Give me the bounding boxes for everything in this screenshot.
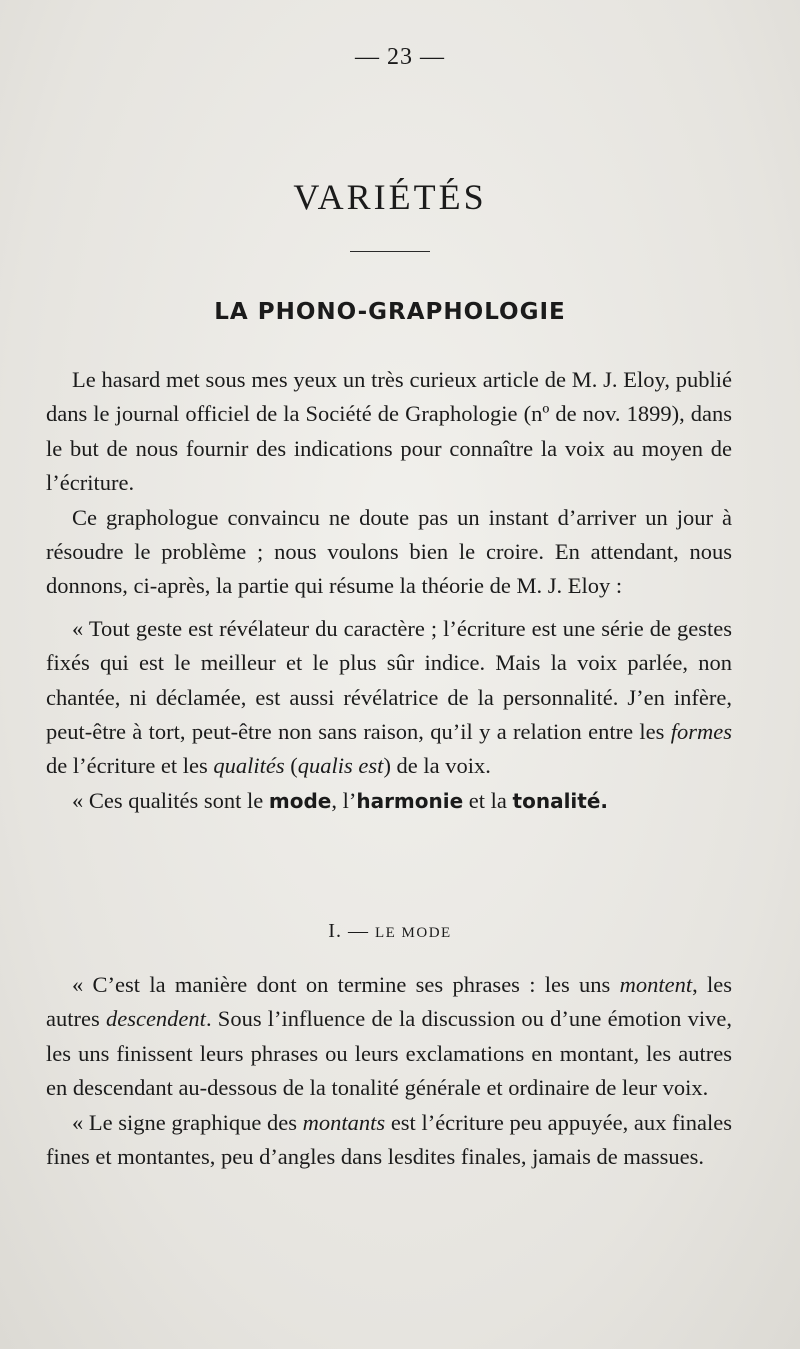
- latin-phrase: qualis est: [297, 753, 384, 779]
- term-mode: mode: [268, 788, 332, 813]
- emphasis-qualites: qualités: [213, 753, 285, 779]
- quote-paragraph-2: « Ces qualités sont le mode, l’harmonie et la tonalité.: [72, 787, 608, 813]
- title-divider: [350, 251, 430, 252]
- intro-text: [46, 363, 732, 818]
- intro-paragraph-2: Ce graphologue convaincu ne doute pas un instant d’arriver un jour à résoudre le problème ; nous voulons bien le croire. En attendant, nous donnons, ci-après, la partie qui résume la théorie de M. J. Eloy :: [46, 504, 732, 599]
- section-title: VARIÉTÉS: [293, 177, 487, 217]
- mode-section-text: [46, 968, 732, 1174]
- term-tonalite: tonalité.: [512, 788, 608, 813]
- emphasis-montants: montants: [302, 1109, 386, 1135]
- quote-paragraph-1: « Tout geste est révélateur du caractère ; l’écriture est une série de gestes fixés qui est le meilleur et le plus sûr indice. Mais la voix parlée, non chantée, ni déclamée, est aussi révélatrice de la personnalité. J’en infère, peut-être à tort, peut-être non sans raison, qu’il y a relation entre les formes de l’écriture et les qualités (qualis est) de la voix.: [46, 615, 732, 779]
- article-title: LA PHONO-GRAPHOLOGIE: [214, 299, 566, 325]
- emphasis-descendent: descendent: [105, 1006, 206, 1032]
- subheading-le-mode: I. — LE MODE: [328, 920, 452, 942]
- mode-paragraph-2: « Le signe graphique des montants est l’écriture peu appuyée, aux finales fines et montantes, peu d’angles dans lesdites finales, jamais de massues.: [46, 1109, 733, 1170]
- page-number: — 23 —: [355, 44, 445, 70]
- emphasis-formes: formes: [670, 719, 732, 745]
- intro-paragraph-1: Le hasard met sous mes yeux un très curieux article de M. J. Eloy, publié dans le journal officiel de la Société de Graphologie (nº de nov. 1899), dans le but de nous fournir des indications pour connaître la voix au moyen de l’écriture.: [46, 367, 732, 496]
- emphasis-montent: montent: [619, 972, 693, 997]
- mode-paragraph-1: « C’est la manière dont on termine ses phrases : les uns montent, les autres descendent. Sous l’influence de la discussion ou d’une émotion vive, les uns finissent leurs phrases ou leurs exclamations en montant, les autres en descendant au-dessous de la tonalité générale et ordinaire de leur voix.: [46, 972, 733, 1101]
- term-harmonie: harmonie: [356, 788, 464, 813]
